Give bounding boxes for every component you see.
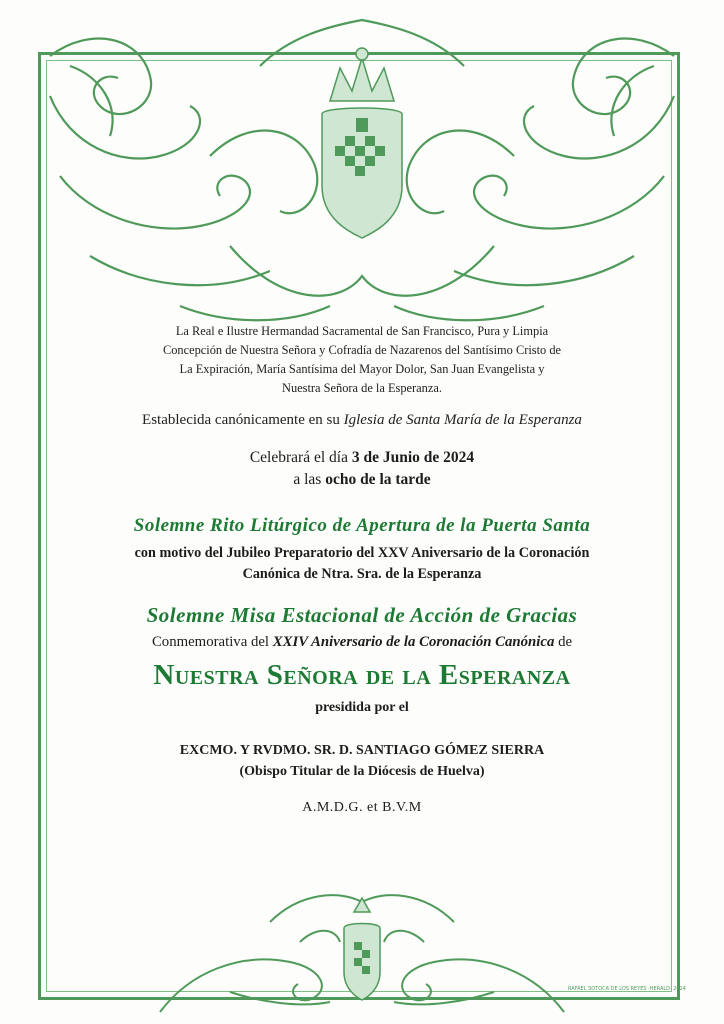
crest-ornament-top: [30, 6, 694, 336]
event-date: [70, 447, 654, 491]
artist-credit: RAFAEL SOTOCA DE LOS REYES ·HERALD· 2024: [568, 986, 686, 992]
commem-prefix: Conmemorativa del: [151, 634, 273, 650]
crest-ornament-bottom: [150, 862, 574, 1018]
main-title: Nuestra Señora de la Esperanza: [153, 659, 571, 691]
closing-motto: A.M.D.G. et B.V.M: [302, 800, 422, 815]
event1-subtitle-line: Canónica de Ntra. Sra. de la Esperanza: [242, 566, 482, 582]
commem-bold: XXIV Aniversario de la Coronación Canónica: [272, 634, 555, 650]
time-value: ocho de la tarde: [325, 471, 431, 488]
event1-subtitle: [70, 543, 654, 585]
bishop-title: (Obispo Titular de la Diócesis de Huelva): [239, 764, 485, 779]
event2-title: Solemne Misa Estacional de Acción de Gracias: [146, 603, 578, 627]
bishop-name: EXCMO. Y RVDMO. SR. D. SANTIAGO GÓMEZ SIERRA: [179, 743, 545, 758]
intro-line: La Real e Ilustre Hermandad Sacramental de San Francisco, Pura y Limpia: [175, 324, 549, 338]
date-prefix: Celebrará el día: [249, 449, 352, 466]
intro-line: La Expiración, María Santísima del Mayor Dolor, San Juan Evangelista y: [179, 362, 545, 376]
bishop-block: [70, 740, 654, 782]
event1-subtitle-line: con motivo del Jubileo Preparatorio del XXV Aniversario de la Coronación: [134, 545, 590, 561]
time-prefix: a las: [293, 471, 326, 488]
established-place: Iglesia de Santa María de la Esperanza: [343, 412, 582, 428]
commem-suffix: de: [554, 634, 573, 650]
established-line: [70, 412, 654, 429]
event1-title: Solemne Rito Litúrgico de Apertura de la Puerta Santa: [133, 515, 591, 536]
date-value: 3 de Junio de 2024: [351, 449, 475, 466]
presided-by: presidida por el: [315, 700, 409, 715]
intro-line: Concepción de Nuestra Señora y Cofradía de Nazarenos del Santísimo Cristo de: [162, 343, 562, 357]
established-prefix: Establecida canónicamente en su: [142, 412, 344, 428]
intro-line: Nuestra Señora de la Esperanza.: [282, 381, 442, 395]
brotherhood-intro: [84, 322, 640, 398]
invitation-text: [70, 322, 654, 816]
commemoration-line: [70, 634, 654, 651]
